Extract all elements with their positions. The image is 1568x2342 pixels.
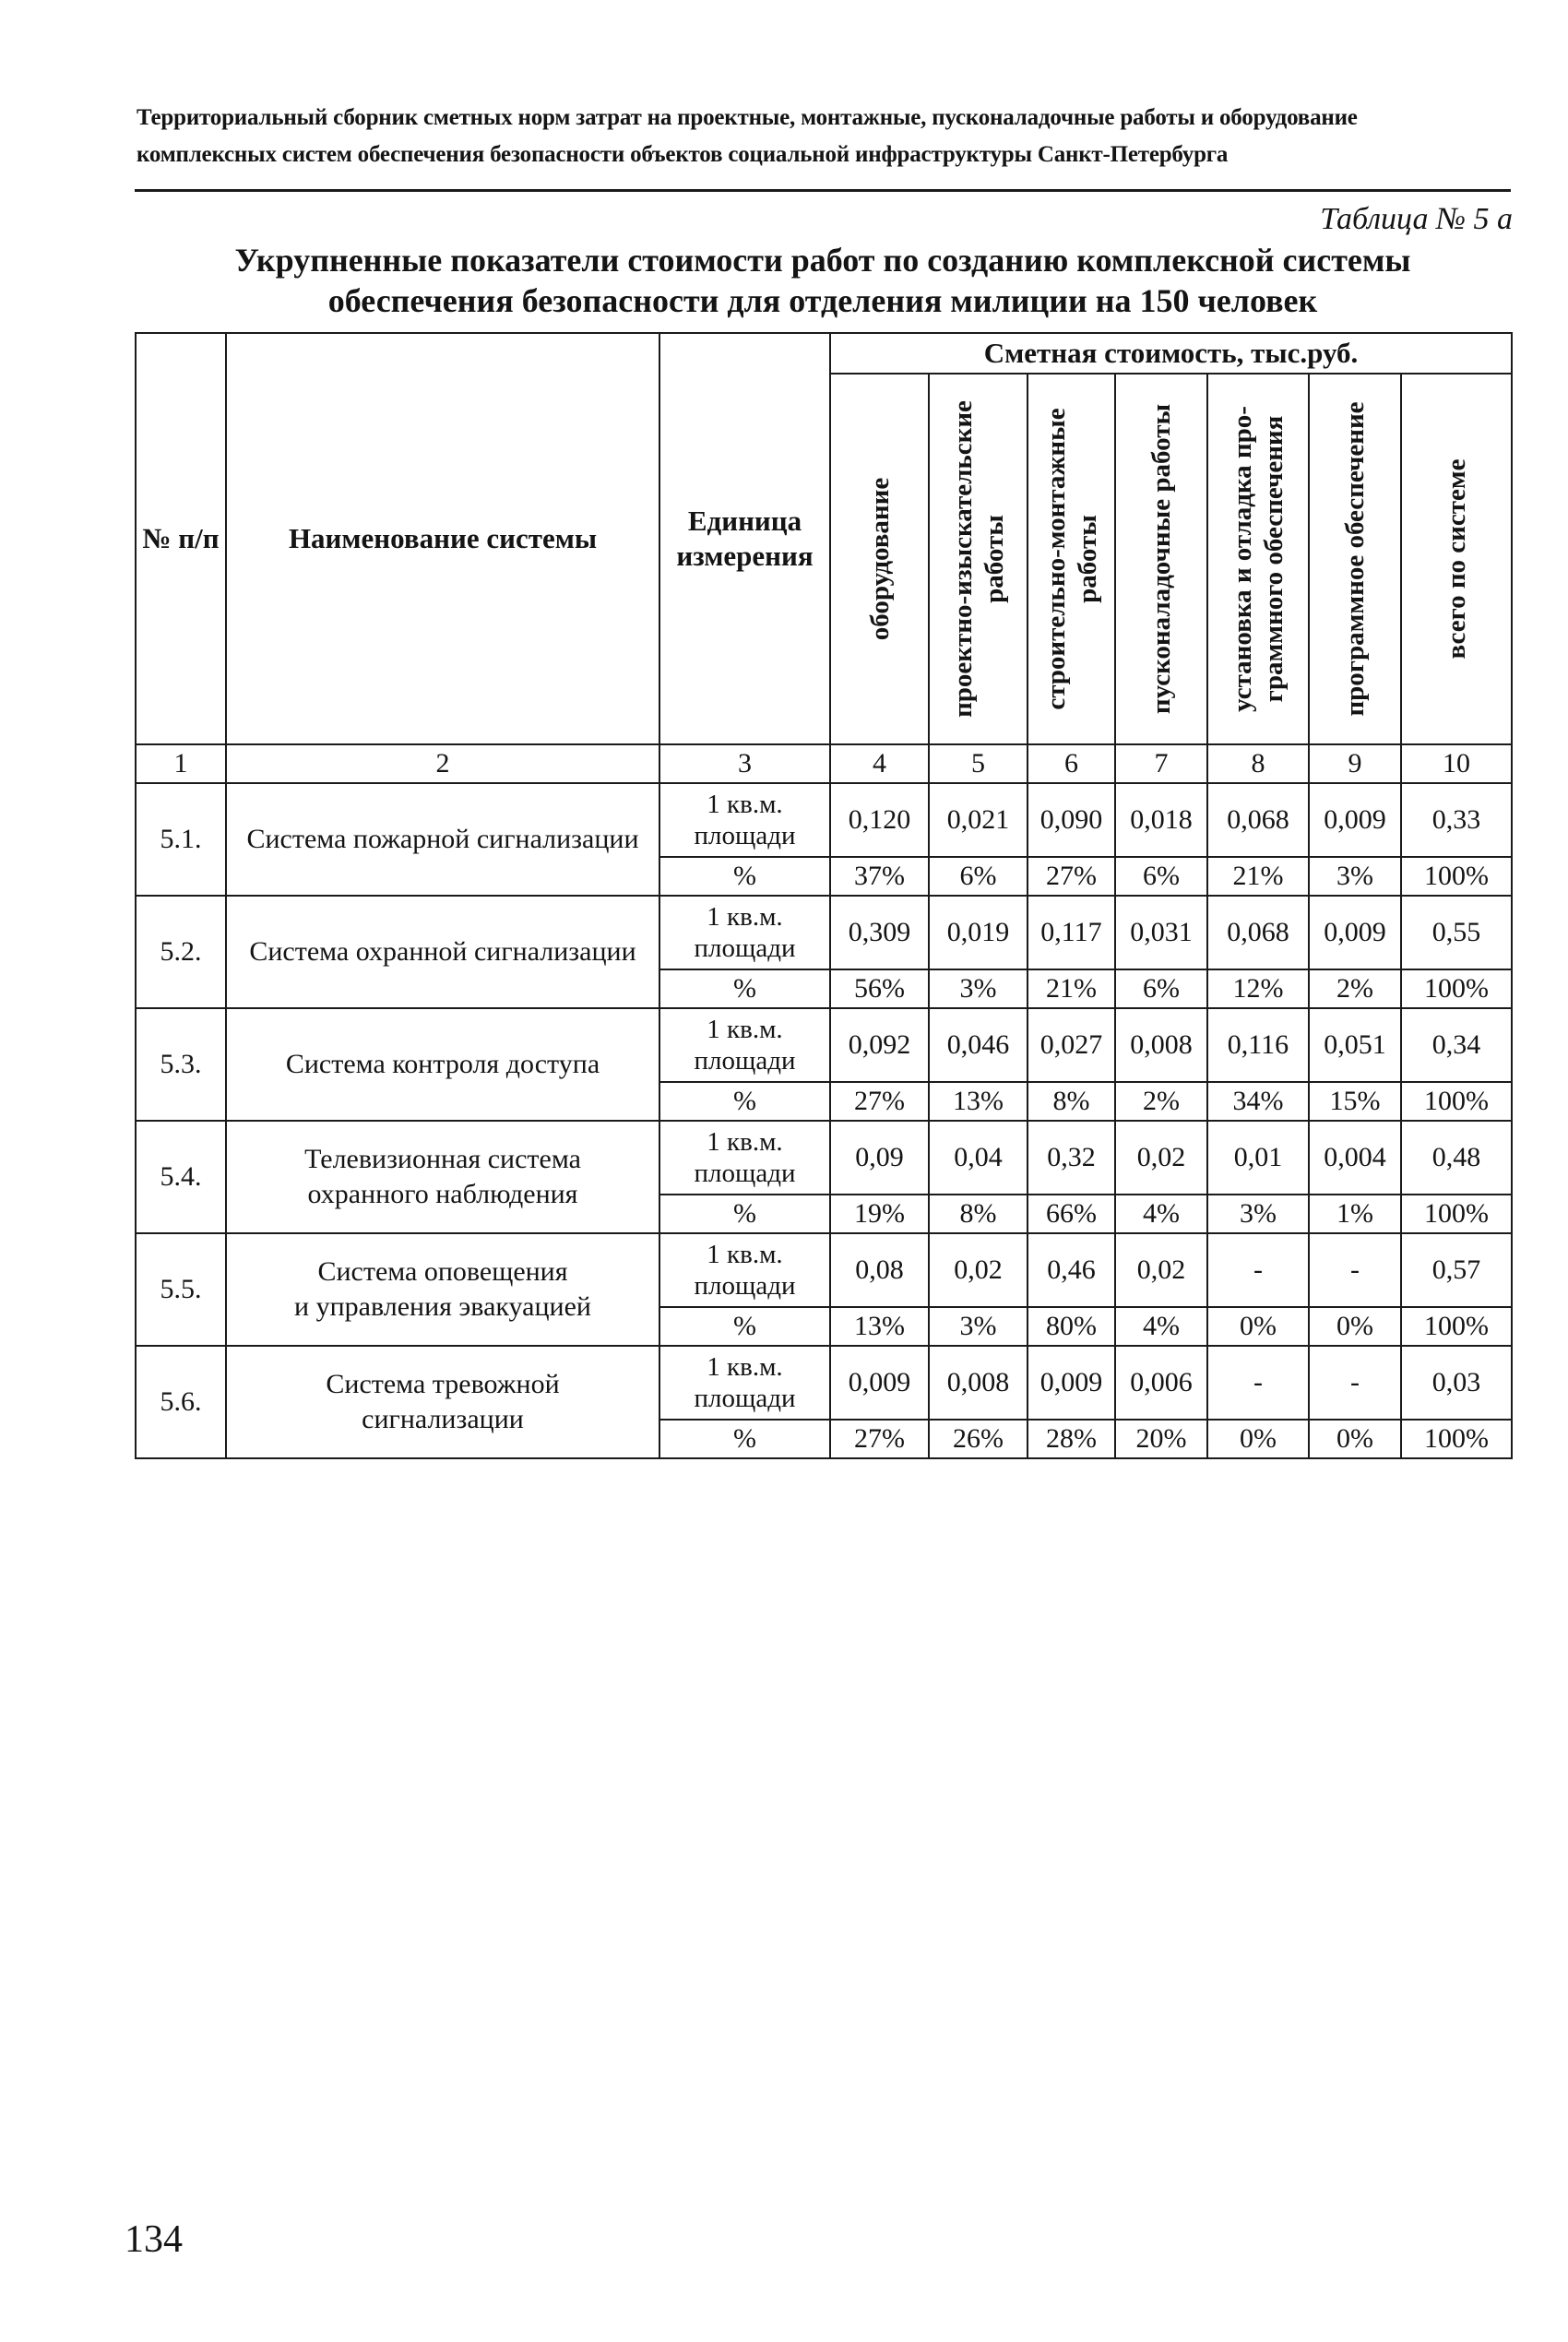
table-title-line-2: обеспечения безопасности для отделения милиции на 150 человек [327, 282, 1318, 319]
header-cost-column-line: программное обеспечение [1340, 401, 1370, 717]
unit-cell [659, 1233, 830, 1307]
percent-value: 3% [1207, 1195, 1309, 1233]
system-name [226, 896, 659, 1008]
unit-line: площади [694, 1046, 796, 1076]
table-row [136, 783, 1512, 857]
percent-value: 100% [1401, 1195, 1512, 1233]
header-cost-column-line: строительно-монтажные [1040, 408, 1071, 710]
header-no: № п/п [136, 333, 226, 744]
percent-value: 100% [1401, 1420, 1512, 1458]
cost-value: 0,04 [929, 1121, 1028, 1195]
percent-value: 4% [1115, 1307, 1207, 1346]
percent-value: 12% [1207, 969, 1309, 1008]
cost-value: 0,48 [1401, 1121, 1512, 1195]
system-name-line: Система тревожной [326, 1369, 560, 1399]
cost-value: 0,32 [1028, 1121, 1115, 1195]
cost-value: 0,08 [830, 1233, 929, 1307]
percent-value: 6% [1115, 857, 1207, 896]
percent-value: 2% [1115, 1082, 1207, 1121]
system-name-line: сигнализации [362, 1404, 524, 1434]
system-name-line: Система оповещения [317, 1256, 568, 1287]
percent-value: 21% [1207, 857, 1309, 896]
percent-unit: % [659, 1307, 830, 1346]
percent-unit: % [659, 969, 830, 1008]
percent-value: 26% [929, 1420, 1028, 1458]
unit-cell [659, 783, 830, 857]
header-cost-column [1028, 374, 1115, 744]
cost-value: - [1309, 1346, 1401, 1420]
system-name [226, 783, 659, 896]
header-system-name: Наименование системы [226, 333, 659, 744]
percent-value: 100% [1401, 969, 1512, 1008]
system-name [226, 1233, 659, 1346]
percent-value: 66% [1028, 1195, 1115, 1233]
row-number: 5.3. [136, 1008, 226, 1121]
unit-line: 1 кв.м. [707, 902, 783, 932]
system-name [226, 1121, 659, 1233]
header-cost-column-line: всего по системе [1442, 458, 1472, 660]
table-title [135, 240, 1511, 321]
system-name-line: и управления эвакуацией [294, 1291, 591, 1322]
cost-value: 0,004 [1309, 1121, 1401, 1195]
unit-cell [659, 1121, 830, 1195]
header-cost-column [830, 374, 929, 744]
row-number: 5.2. [136, 896, 226, 1008]
percent-value: 2% [1309, 969, 1401, 1008]
row-number: 5.6. [136, 1346, 226, 1458]
percent-value: 37% [830, 857, 929, 896]
unit-line: площади [694, 933, 796, 963]
column-number: 2 [226, 744, 659, 783]
table-row [136, 1008, 1512, 1082]
header-cost-column [1207, 374, 1309, 744]
cost-value: 0,068 [1207, 896, 1309, 969]
percent-value: 0% [1207, 1420, 1309, 1458]
unit-line: площади [694, 1384, 796, 1413]
percent-value: 100% [1401, 857, 1512, 896]
percent-unit: % [659, 1082, 830, 1121]
cost-value: 0,02 [929, 1233, 1028, 1307]
cost-value: 0,009 [830, 1346, 929, 1420]
percent-value: 100% [1401, 1307, 1512, 1346]
percent-value: 13% [830, 1307, 929, 1346]
cost-value: 0,55 [1401, 896, 1512, 969]
column-number: 10 [1401, 744, 1512, 783]
percent-value: 27% [830, 1420, 929, 1458]
unit-cell [659, 1346, 830, 1420]
percent-value: 80% [1028, 1307, 1115, 1346]
percent-value: 8% [1028, 1082, 1115, 1121]
percent-value: 19% [830, 1195, 929, 1233]
system-name-line: охранного наблюдения [307, 1179, 578, 1209]
cost-value: 0,02 [1115, 1233, 1207, 1307]
row-number: 5.5. [136, 1233, 226, 1346]
table-number: Таблица № 5 а [1320, 202, 1513, 236]
row-number: 5.4. [136, 1121, 226, 1233]
running-header-line-2: комплексных систем обеспечения безопасности объектов социальной инфраструктуры Санкт-Петербурга [137, 142, 1229, 167]
unit-line: 1 кв.м. [707, 1015, 783, 1044]
header-cost-column-label [1146, 384, 1177, 734]
percent-value: 21% [1028, 969, 1115, 1008]
running-header [137, 100, 1446, 173]
system-name [226, 1008, 659, 1121]
header-rule [135, 189, 1511, 192]
percent-unit: % [659, 1420, 830, 1458]
percent-value: 3% [929, 969, 1028, 1008]
cost-value: 0,006 [1115, 1346, 1207, 1420]
system-name-line: Телевизионная система [304, 1144, 581, 1174]
header-cost-column [1309, 374, 1401, 744]
unit-line: 1 кв.м. [707, 790, 783, 819]
table-row [136, 896, 1512, 969]
percent-value: 15% [1309, 1082, 1401, 1121]
cost-value: 0,309 [830, 896, 929, 969]
cost-value: 0,009 [1309, 896, 1401, 969]
row-number: 5.1. [136, 783, 226, 896]
unit-cell [659, 896, 830, 969]
percent-unit: % [659, 1195, 830, 1233]
system-name-line: Система контроля доступа [285, 1049, 600, 1079]
percent-unit: % [659, 857, 830, 896]
percent-value: 6% [929, 857, 1028, 896]
column-number: 4 [830, 744, 929, 783]
cost-value: 0,46 [1028, 1233, 1115, 1307]
percent-value: 0% [1309, 1307, 1401, 1346]
unit-line: 1 кв.м. [707, 1352, 783, 1382]
cost-value: 0,051 [1309, 1008, 1401, 1082]
system-name [226, 1346, 659, 1458]
percent-value: 6% [1115, 969, 1207, 1008]
cost-value: - [1207, 1233, 1309, 1307]
unit-line: 1 кв.м. [707, 1240, 783, 1269]
percent-value: 3% [1309, 857, 1401, 896]
cost-value: 0,018 [1115, 783, 1207, 857]
percent-value: 0% [1309, 1420, 1401, 1458]
cost-value: 0,09 [830, 1121, 929, 1195]
percent-value: 27% [1028, 857, 1115, 896]
column-number: 1 [136, 744, 226, 783]
cost-value: 0,008 [929, 1346, 1028, 1420]
header-cost-column-line: оборудование [864, 477, 895, 641]
page-number: 134 [125, 2218, 183, 2261]
cost-table [135, 332, 1513, 1459]
percent-value: 8% [929, 1195, 1028, 1233]
cost-value: 0,116 [1207, 1008, 1309, 1082]
header-unit: Единица измерения [659, 333, 830, 744]
unit-line: 1 кв.м. [707, 1127, 783, 1157]
header-cost-column-line: пусконаладочные работы [1146, 403, 1176, 715]
percent-value: 0% [1207, 1307, 1309, 1346]
unit-line: площади [694, 1159, 796, 1188]
cost-value: 0,090 [1028, 783, 1115, 857]
header-cost-column-label [1040, 384, 1103, 734]
running-header-line-1: Территориальный сборник сметных норм затрат на проектные, монтажные, пусконаладочные работы и оборудование [137, 105, 1358, 130]
percent-value: 34% [1207, 1082, 1309, 1121]
cost-value: 0,008 [1115, 1008, 1207, 1082]
header-cost-column-line: работы [979, 515, 1009, 603]
cost-value: 0,009 [1028, 1346, 1115, 1420]
column-number: 5 [929, 744, 1028, 783]
header-cost-column-label [1441, 384, 1472, 734]
cost-value: 0,068 [1207, 783, 1309, 857]
cost-value: 0,120 [830, 783, 929, 857]
cost-value: 0,031 [1115, 896, 1207, 969]
cost-value: 0,57 [1401, 1233, 1512, 1307]
percent-value: 1% [1309, 1195, 1401, 1233]
header-cost-column-label [947, 384, 1010, 734]
table-row [136, 1121, 1512, 1195]
column-number: 7 [1115, 744, 1207, 783]
header-cost-column [1115, 374, 1207, 744]
percent-value: 3% [929, 1307, 1028, 1346]
unit-line: площади [694, 1271, 796, 1301]
cost-value: 0,02 [1115, 1121, 1207, 1195]
column-number: 6 [1028, 744, 1115, 783]
column-number: 9 [1309, 744, 1401, 783]
system-name-line: Система пожарной сигнализации [246, 824, 639, 854]
table-title-line-1: Укрупненные показатели стоимости работ по созданию комплексной системы [234, 242, 1411, 279]
column-number: 8 [1207, 744, 1309, 783]
unit-line: площади [694, 821, 796, 850]
header-cost-column-line: граммного обеспечения [1259, 415, 1289, 703]
cost-value: 0,01 [1207, 1121, 1309, 1195]
cost-value: 0,34 [1401, 1008, 1512, 1082]
header-cost-column [1401, 374, 1512, 744]
percent-value: 56% [830, 969, 929, 1008]
percent-value: 27% [830, 1082, 929, 1121]
column-number: 3 [659, 744, 830, 783]
percent-value: 20% [1115, 1420, 1207, 1458]
system-name-line: Система охранной сигнализации [249, 936, 636, 967]
cost-value: 0,019 [929, 896, 1028, 969]
header-cost-column-label [864, 384, 896, 734]
cost-value: 0,092 [830, 1008, 929, 1082]
cost-value: 0,117 [1028, 896, 1115, 969]
cost-value: 0,021 [929, 783, 1028, 857]
header-estimated-cost: Сметная стоимость, тыс.руб. [830, 333, 1512, 374]
percent-value: 13% [929, 1082, 1028, 1121]
table-row [136, 1346, 1512, 1420]
header-cost-column-label [1339, 384, 1371, 734]
cost-value: 0,027 [1028, 1008, 1115, 1082]
percent-value: 100% [1401, 1082, 1512, 1121]
header-cost-column-line: работы [1072, 515, 1102, 603]
percent-value: 4% [1115, 1195, 1207, 1233]
table-row [136, 1233, 1512, 1307]
cost-value: 0,33 [1401, 783, 1512, 857]
cost-value: 0,009 [1309, 783, 1401, 857]
percent-value: 28% [1028, 1420, 1115, 1458]
cost-value: - [1309, 1233, 1401, 1307]
cost-value: 0,046 [929, 1008, 1028, 1082]
header-cost-column-line: установка и отладка про- [1228, 406, 1257, 712]
header-cost-column-label [1227, 384, 1289, 734]
header-cost-column-line: проектно-изыскательские [947, 400, 978, 718]
cost-value: 0,03 [1401, 1346, 1512, 1420]
unit-cell [659, 1008, 830, 1082]
header-cost-column [929, 374, 1028, 744]
cost-value: - [1207, 1346, 1309, 1420]
